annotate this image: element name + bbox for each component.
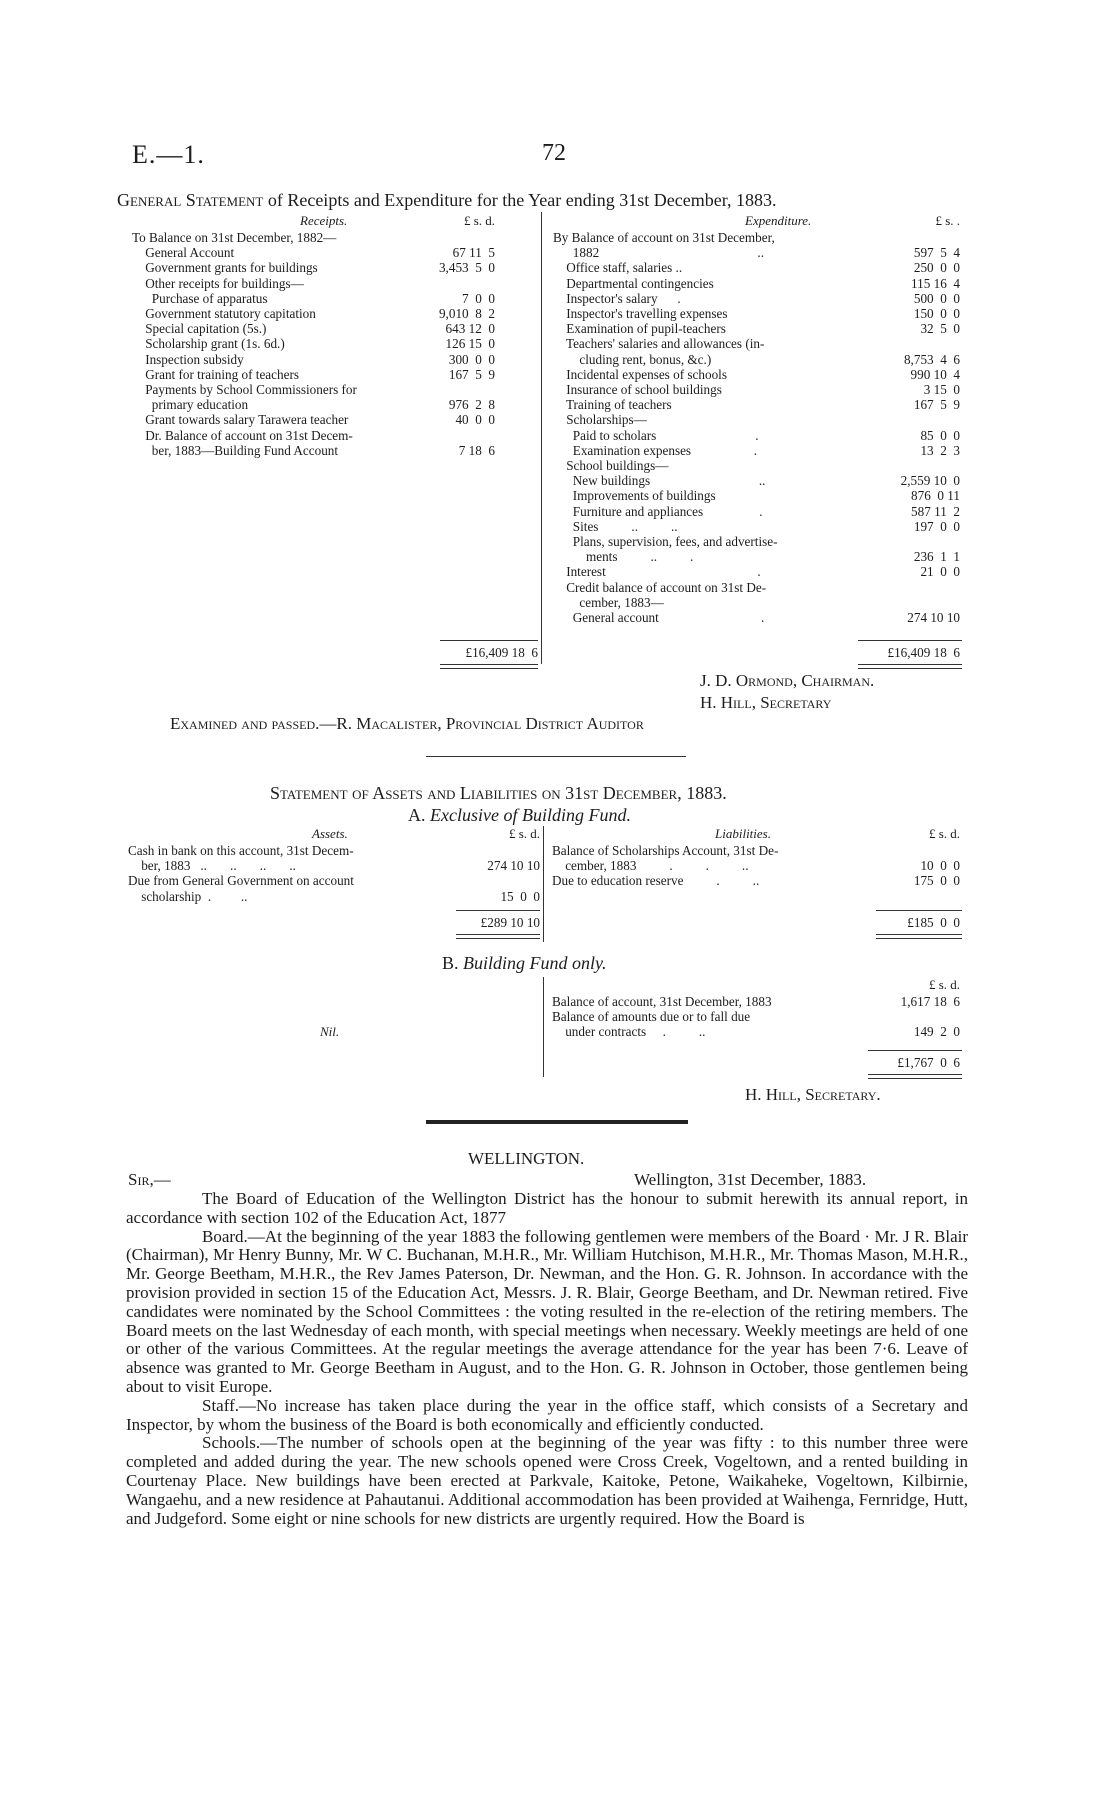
receipts-amounts: 67 11 5 3,453 5 0 7 0 0 9,010 8 2 643 12 0 126 15 0 300 0 0 167 5 9 976 2 8 40 0 0 7 18 6 xyxy=(438,245,495,458)
expenditure-total-rule xyxy=(858,640,962,641)
expenditure-heading: Expenditure. xyxy=(745,213,812,228)
chairman-signature: J. D. Ormond, Chairman. xyxy=(700,671,875,690)
assets-lines: Cash in bank on this account, 31st Decem- ber, 1883 .. .. .. .. Due from General Government on account scholarship . .. xyxy=(128,843,354,904)
expenditure-lsd-heading: £ s. . xyxy=(935,213,960,228)
expenditure-amounts: 597 5 4 250 0 0 115 16 4 500 0 0 150 0 0 32 5 0 8,753 4 6 990 10 4 3 15 0 167 5 9 85 0 0 13 2 3 2,559 10 0 876 0 11 587 11 2 197 0 0 236 1 1 21 0 0 274 10 10 xyxy=(900,245,960,626)
assets-heading: Assets. xyxy=(312,826,348,841)
letter-salutation: Sir,— xyxy=(128,1170,171,1189)
assets-total-rule xyxy=(456,910,540,911)
building-total-rule xyxy=(868,1050,962,1051)
building-lines: Balance of account, 31st December, 1883 Balance of amounts due or to fall due under contracts . .. xyxy=(552,994,772,1040)
secretary-signature: H. Hill, Secretary xyxy=(700,693,832,712)
letter-dateline: Wellington, 31st December, 1883. xyxy=(634,1170,867,1189)
section-b-label: B. xyxy=(442,953,459,973)
assets-lsd-heading: £ s. d. xyxy=(508,826,540,841)
liabilities-total: £185 0 0 xyxy=(907,915,960,930)
liabilities-lines: Balance of Scholarships Account, 31st De- cember, 1883 . . .. Due to education reserve . .. xyxy=(552,843,779,889)
assets-secretary-signature: H. Hill, Secretary. xyxy=(745,1085,881,1104)
section-a-label: A. xyxy=(408,805,426,825)
building-amounts: 1,617 18 6 149 2 0 xyxy=(900,994,960,1040)
expenditure-lines: By Balance of account on 31st December, 1882 .. Office staff, salaries .. Departmental contingencies Inspector's salary . Inspector's travelling expenses Examination of pupil-teachers Teachers' salaries and allowances (in- cluding rent, bonus, &c.) Incidental expenses of schools Insurance of school buildings Training of teachers Scholarships— Paid to scholars . Examination expenses . School buildings— New buildings .. Improvements of buildings Furniture and appliances . Sites .. .. Plans, supervision, fees, and advertise- ments .. . Interest . Credit balance of account on 31st De- cember, 1883— General account . xyxy=(553,230,778,626)
receipts-lines: To Balance on 31st December, 1882— General Account Government grants for buildings Other receipts for buildings— Purchase of apparatus Government statutory capitation Special capitation (5s.) Scholarship grant (1s. 6d.) Inspection subsidy Grant for training of teachers Payments by School Commissioners for primary education Grant towards salary Tarawera teacher Dr. Balance of account on 31st Decem- ber, 1883—Building Fund Account xyxy=(132,230,357,458)
letter-heading: WELLINGTON. xyxy=(468,1149,585,1168)
building-total: £1,767 0 6 xyxy=(897,1055,960,1070)
general-statement-title-rest: of Receipts and Expenditure for the Year ending 31st December, 1883. xyxy=(267,190,777,210)
letter-paragraph-board: Board.—At the beginning of the year 1883 the following gentlemen were members of the Board · Mr. J R. Blair (Chairman), Mr Henry Bunny, Mr. W C. Buchanan, M.H.R., Mr. William Hutchison, M.H.R., Mr. Thomas Mason, M.H.R., Mr. George Beetham, M.H.R., the Rev James Paterson, Dr. Newman, and the Hon. G. R. Johnson. In accordance with the provision provided in section 15 of the Education Act, Messrs. J. R. Blair, George Beetham, and Dr. Newman retired. Five candidates were nominated by the School Committees : the voting resulted in the re-election of the retiring members. The Board meets on the last Wednesday of each month, with special meetings when necessary. Weekly meetings are held of one or other of the various Committees. At the regular meetings the average attendance for the year has been 7·6. Leave of absence was granted to Mr. George Beetham in August, and to the Hon. G. R. Johnson in October, those gentlemen being about to visit Europe. xyxy=(126,1226,968,1396)
auditor-line: Examined and passed.—R. Macalister, Provincial District Auditor xyxy=(170,714,644,733)
liabilities-lsd-heading: £ s. d. xyxy=(928,826,960,841)
section-a-name: Exclusive of Building Fund. xyxy=(430,805,631,825)
liabilities-total-double-rule xyxy=(876,934,962,939)
general-statement-title xyxy=(117,190,776,211)
report-code: E.—1. xyxy=(132,140,205,169)
letter-body xyxy=(126,1190,968,1528)
nil-entry: Nil. xyxy=(320,1024,340,1039)
liabilities-amounts: 10 0 0 175 0 0 xyxy=(913,858,960,889)
heavy-separator xyxy=(426,1120,688,1124)
receipts-heading: Receipts. xyxy=(300,213,348,228)
expenditure-total-double-rule xyxy=(858,664,962,669)
receipts-total: £16,409 18 6 xyxy=(465,645,538,660)
letter-paragraph-intro: The Board of Education of the Wellington District has the honour to submit herewith its annual report, in accordance with section 102 of the Education Act, 1877 xyxy=(126,1189,968,1227)
letter-paragraph-staff: Staff.—No increase has taken place during the year in the office staff, which consists of a Secretary and Inspector, by whom the business of the Board is both economically and efficiently conducted. xyxy=(126,1395,968,1434)
section-b-name: Building Fund only. xyxy=(463,953,607,973)
letter-paragraph-schools: Schools.—The number of schools open at the beginning of the year was fifty : to this number three were completed and added during the year. The new schools opened were Cross Creek, Vogeltown, and a rented building in Courtenay Place. New buildings have been erected at Parkvale, Kaitoke, Petone, Waikaheke, Vogeltown, Kilbirnie, Wangaehu, and a new residence at Pahautanui. Additional accommodation has been provided at Waihenga, Fernridge, Hutt, and Judgeford. Some eight or nine schools for new districts are urgently required. How the Board is xyxy=(126,1433,968,1528)
assets-total: £289 10 10 xyxy=(480,915,540,930)
expenditure-total: £16,409 18 6 xyxy=(887,645,960,660)
liabilities-total-rule xyxy=(876,910,962,911)
assets-divider xyxy=(543,826,544,942)
section-b-title xyxy=(442,953,607,974)
assets-amounts: 274 10 10 15 0 0 xyxy=(487,858,540,904)
building-total-double-rule xyxy=(868,1074,962,1079)
receipts-total-double-rule xyxy=(440,664,538,669)
liabilities-heading: Liabilities. xyxy=(715,826,771,841)
section-separator xyxy=(426,756,686,757)
general-statement-title-prefix: General Statement xyxy=(117,190,264,210)
section-a-title xyxy=(408,805,631,826)
building-divider xyxy=(543,977,544,1077)
assets-statement-title: Statement of Assets and Liabilities on 31st December, 1883. xyxy=(270,783,727,803)
general-statement-divider xyxy=(541,212,542,664)
receipts-total-rule xyxy=(440,640,538,641)
assets-total-double-rule xyxy=(456,934,540,939)
receipts-lsd-heading: £ s. d. xyxy=(463,213,495,228)
building-lsd-heading: £ s. d. xyxy=(928,977,960,992)
page-number: 72 xyxy=(542,140,566,166)
